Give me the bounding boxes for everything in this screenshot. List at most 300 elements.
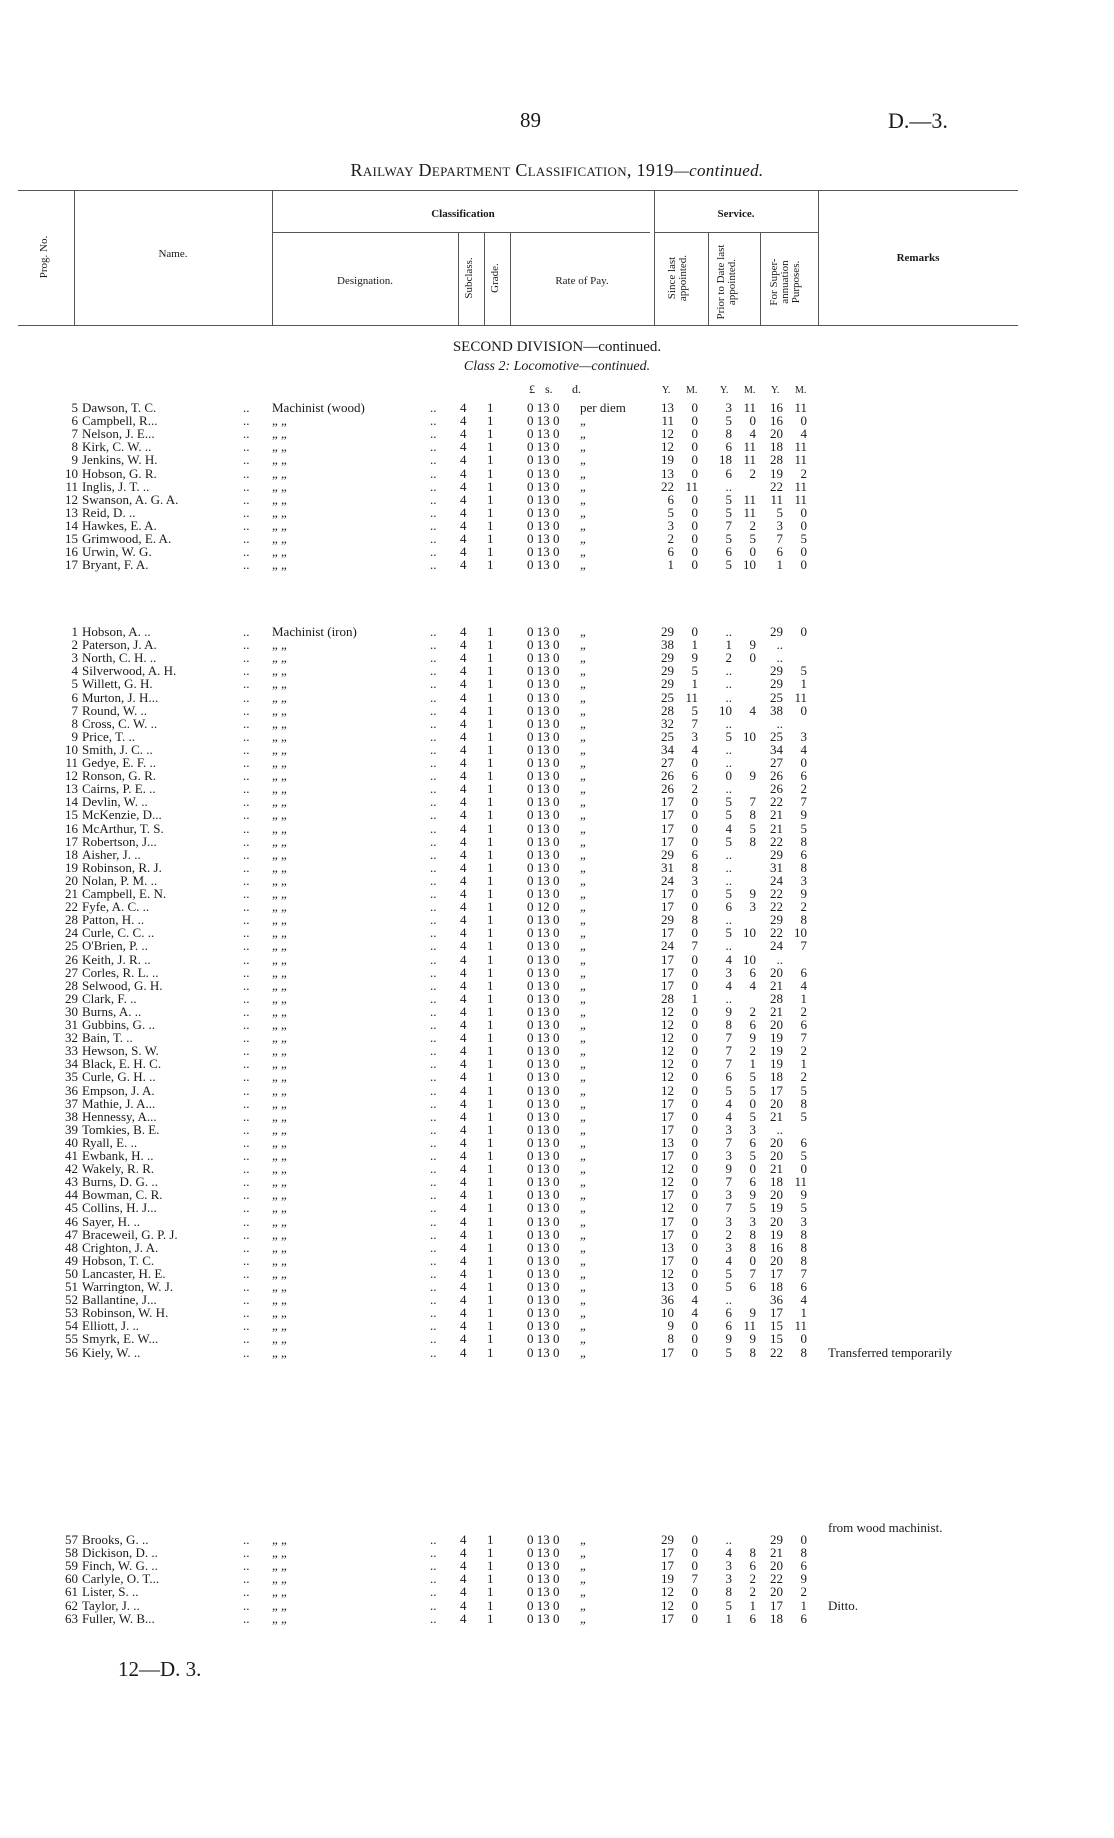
cell-slm: 11 xyxy=(685,478,698,494)
cell-sub: 4 xyxy=(460,676,467,692)
cell-ply: .. xyxy=(725,676,732,692)
leader-dots: .. xyxy=(243,741,250,757)
cell-grade: 1 xyxy=(487,1134,494,1150)
leader-dots: .. xyxy=(430,728,437,744)
cell-sum: 6 xyxy=(800,1017,807,1032)
cell-plm: 3 xyxy=(749,1213,756,1229)
cell-plm: 6 xyxy=(749,1610,756,1626)
cell-no: 26 xyxy=(65,951,78,967)
cell-sub: 4 xyxy=(460,1069,467,1085)
cell-rate: 0 13 0 xyxy=(527,741,560,757)
cell-rate: 0 13 0 xyxy=(527,676,560,692)
leader-dots: .. xyxy=(243,504,250,520)
cell-sub: 4 xyxy=(460,741,467,757)
leader-dots: .. xyxy=(243,1161,250,1177)
cell-suy: 5 xyxy=(776,504,783,520)
cell-sum: 6 xyxy=(800,1610,807,1626)
cell-name: Reid, D. .. xyxy=(82,504,136,520)
cell-sum: 9 xyxy=(800,1571,807,1587)
cell-ply: .. xyxy=(725,872,732,888)
cell-no: 19 xyxy=(65,859,78,875)
leader-dots: .. xyxy=(243,1305,250,1321)
cell-suy: 34 xyxy=(770,741,783,757)
cell-sum: 8 xyxy=(800,1344,807,1360)
cell-suy: 25 xyxy=(770,728,783,744)
cell-grade: 1 xyxy=(487,439,494,455)
cell-ply: 9 xyxy=(725,1161,732,1177)
cell-name: Murton, J. H... xyxy=(82,689,159,705)
cell-per: „ xyxy=(580,1174,586,1190)
cell-per: „ xyxy=(580,925,586,941)
cell-rate: 0 13 0 xyxy=(527,886,560,901)
cell-name: Warrington, W. J. xyxy=(82,1279,174,1294)
cell-ply: 4 xyxy=(725,977,732,993)
cell-name: North, C. H. .. xyxy=(82,650,157,666)
cell-suy: 18 xyxy=(770,1610,783,1626)
cell-per: „ xyxy=(580,1584,586,1600)
header-remarks: Remarks xyxy=(896,252,940,264)
unit-y2: Y. xyxy=(720,385,729,396)
cell-rate: 0 13 0 xyxy=(527,1226,560,1242)
cell-grade: 1 xyxy=(487,689,494,705)
cell-slm: 0 xyxy=(691,886,698,901)
header-bottom-rule xyxy=(18,325,1018,326)
cell-slm: 0 xyxy=(691,504,698,520)
cell-sly: 29 xyxy=(661,676,674,692)
cell-grade: 1 xyxy=(487,1318,494,1334)
cell-sly: 12 xyxy=(661,1069,674,1085)
cell-plm: 11 xyxy=(743,1318,756,1334)
cell-grade: 1 xyxy=(487,728,494,744)
cell-sly: 12 xyxy=(661,439,674,455)
cell-sum: 5 xyxy=(800,663,807,679)
cell-ply: 5 xyxy=(725,833,732,849)
cell-per: „ xyxy=(580,1545,586,1561)
cell-sum: 6 xyxy=(800,1558,807,1574)
cell-sum: 7 xyxy=(800,938,807,954)
cell-sub: 4 xyxy=(460,1252,467,1268)
cell-designation: „ „ xyxy=(272,1030,287,1046)
cell-per: „ xyxy=(580,1571,586,1587)
cell-slm: 0 xyxy=(691,1003,698,1019)
divider-subclass xyxy=(484,232,485,325)
cell-name: Bowman, C. R. xyxy=(82,1187,163,1203)
leader-dots: .. xyxy=(430,1239,437,1255)
cell-plm: 10 xyxy=(743,557,756,573)
cell-slm: 0 xyxy=(691,977,698,993)
cell-designation: „ „ xyxy=(272,1331,287,1347)
cell-sub: 4 xyxy=(460,1082,467,1098)
cell-grade: 1 xyxy=(487,1213,494,1229)
cell-plm: 6 xyxy=(749,964,756,980)
cell-sub: 4 xyxy=(460,912,467,928)
cell-plm: 2 xyxy=(749,1571,756,1587)
cell-no: 45 xyxy=(65,1200,78,1216)
cell-sly: 27 xyxy=(661,755,674,770)
cell-grade: 1 xyxy=(487,741,494,757)
cell-rate: 0 13 0 xyxy=(527,833,560,849)
divider-prior xyxy=(760,232,761,325)
cell-no: 43 xyxy=(65,1174,78,1190)
cell-no: 11 xyxy=(65,478,78,494)
cell-grade: 1 xyxy=(487,820,494,836)
cell-sly: 12 xyxy=(661,1174,674,1190)
leader-dots: .. xyxy=(430,1571,437,1587)
cell-suy: 18 xyxy=(770,1174,783,1190)
cell-sly: 24 xyxy=(661,872,674,888)
cell-sub: 4 xyxy=(460,702,467,718)
cell-sly: 24 xyxy=(661,938,674,954)
cell-rate: 0 13 0 xyxy=(527,1610,560,1626)
cell-grade: 1 xyxy=(487,1239,494,1255)
cell-plm: 0 xyxy=(749,650,756,666)
cell-sub: 4 xyxy=(460,557,467,573)
cell-ply: 9 xyxy=(725,1331,732,1347)
cell-suy: 20 xyxy=(770,1187,783,1203)
cell-sum: 3 xyxy=(800,1213,807,1229)
cell-name: Kiely, W. .. xyxy=(82,1344,141,1360)
cell-designation: „ „ xyxy=(272,1252,287,1268)
cell-no: 46 xyxy=(65,1213,78,1229)
cell-ply: 5 xyxy=(725,794,732,810)
cell-sly: 19 xyxy=(661,1571,674,1587)
leader-dots: .. xyxy=(430,624,437,639)
cell-designation: „ „ xyxy=(272,741,287,757)
cell-rate: 0 13 0 xyxy=(527,426,560,442)
classification-rule xyxy=(272,232,650,233)
cell-sly: 13 xyxy=(661,400,674,415)
cell-name: Urwin, W. G. xyxy=(82,544,152,560)
cell-per: „ xyxy=(580,781,586,797)
cell-designation: „ „ xyxy=(272,1056,287,1072)
cell-name: Inglis, J. T. .. xyxy=(82,478,150,494)
cell-sub: 4 xyxy=(460,768,467,784)
cell-grade: 1 xyxy=(487,833,494,849)
cell-plm: 9 xyxy=(749,1030,756,1046)
cell-sub: 4 xyxy=(460,833,467,849)
leader-dots: .. xyxy=(243,990,250,1006)
cell-plm: 8 xyxy=(749,1344,756,1360)
cell-sly: 17 xyxy=(661,1545,674,1561)
cell-no: 57 xyxy=(65,1532,78,1547)
cell-designation: „ „ xyxy=(272,557,287,573)
cell-sub: 4 xyxy=(460,637,467,653)
cell-sub: 4 xyxy=(460,1292,467,1308)
leader-dots: .. xyxy=(430,1584,437,1600)
cell-rate: 0 12 0 xyxy=(527,899,560,915)
cell-per: „ xyxy=(580,1003,586,1019)
cell-sum: 1 xyxy=(800,1305,807,1321)
cell-suy: 3 xyxy=(776,517,783,533)
leader-dots: .. xyxy=(430,872,437,888)
cell-name: Campbell, R... xyxy=(82,413,158,429)
leader-dots: .. xyxy=(243,1331,250,1347)
cell-rate: 0 13 0 xyxy=(527,452,560,468)
cell-slm: 1 xyxy=(691,676,698,692)
cell-slm: 8 xyxy=(691,912,698,928)
cell-designation: „ „ xyxy=(272,951,287,967)
cell-suy: 22 xyxy=(770,794,783,810)
cell-suy: 20 xyxy=(770,1584,783,1600)
cell-name: Grimwood, E. A. xyxy=(82,531,172,546)
cell-ply: 6 xyxy=(725,465,732,481)
cell-rate: 0 13 0 xyxy=(527,938,560,954)
cell-suy: 26 xyxy=(770,781,783,797)
cell-plm: 2 xyxy=(749,517,756,533)
cell-suy: 22 xyxy=(770,478,783,494)
leader-dots: .. xyxy=(430,478,437,494)
leader-dots: .. xyxy=(430,912,437,928)
cell-name: Lancaster, H. E. xyxy=(82,1265,166,1281)
title-suffix: —continued. xyxy=(673,161,764,180)
cell-designation: „ „ xyxy=(272,702,287,718)
cell-name: Black, E. H. C. xyxy=(82,1056,162,1072)
cell-per: „ xyxy=(580,938,586,954)
cell-grade: 1 xyxy=(487,1305,494,1321)
leader-dots: .. xyxy=(430,465,437,481)
cell-sly: 29 xyxy=(661,650,674,666)
footer-reference: 12—D. 3. xyxy=(118,1657,202,1681)
cell-rate: 0 13 0 xyxy=(527,531,560,546)
cell-per: „ xyxy=(580,465,586,481)
cell-designation: „ „ xyxy=(272,899,287,915)
leader-dots: .. xyxy=(430,977,437,993)
cell-rate: 0 13 0 xyxy=(527,504,560,520)
cell-plm: 0 xyxy=(749,1095,756,1111)
cell-no: 10 xyxy=(65,465,78,481)
cell-ply: 5 xyxy=(725,886,732,901)
cell-plm: 2 xyxy=(749,1003,756,1019)
cell-slm: 0 xyxy=(691,1108,698,1124)
cell-slm: 0 xyxy=(691,1030,698,1046)
cell-slm: 0 xyxy=(691,1279,698,1294)
cell-name: Gedye, E. F. .. xyxy=(82,755,157,770)
cell-slm: 0 xyxy=(691,1017,698,1032)
cell-sum: 9 xyxy=(800,807,807,823)
cell-name: Hawkes, E. A. xyxy=(82,517,157,533)
cell-ply: 5 xyxy=(725,807,732,823)
cell-plm: 5 xyxy=(749,1200,756,1216)
cell-suy: 28 xyxy=(770,452,783,468)
cell-suy: 17 xyxy=(770,1597,783,1613)
cell-plm: 5 xyxy=(749,820,756,836)
cell-name: Clark, F. .. xyxy=(82,990,137,1006)
class-heading: Class 2: Locomotive—continued. xyxy=(463,359,651,374)
cell-per: „ xyxy=(580,833,586,849)
cell-plm: 8 xyxy=(749,833,756,849)
cell-suy: 22 xyxy=(770,899,783,915)
unit-m3: M. xyxy=(795,385,807,396)
leader-dots: .. xyxy=(430,1030,437,1046)
cell-designation: „ „ xyxy=(272,439,287,455)
cell-no: 30 xyxy=(65,1003,78,1019)
leader-dots: .. xyxy=(430,452,437,468)
cell-sly: 8 xyxy=(667,1331,674,1347)
leader-dots: .. xyxy=(243,1056,250,1072)
cell-sub: 4 xyxy=(460,990,467,1006)
cell-sub: 4 xyxy=(460,1174,467,1190)
cell-sly: 17 xyxy=(661,833,674,849)
cell-slm: 0 xyxy=(691,1532,698,1547)
cell-sub: 4 xyxy=(460,504,467,520)
cell-per: „ xyxy=(580,517,586,533)
cell-sly: 12 xyxy=(661,1200,674,1216)
cell-suy: 29 xyxy=(770,663,783,679)
cell-ply: 1 xyxy=(725,1610,732,1626)
cell-no: 48 xyxy=(65,1239,78,1255)
leader-dots: .. xyxy=(430,1069,437,1085)
cell-remarks: Ditto. xyxy=(828,1597,858,1613)
leader-dots: .. xyxy=(243,624,250,639)
leader-dots: .. xyxy=(430,1043,437,1059)
cell-suy: 29 xyxy=(770,1532,783,1547)
cell-name: Hewson, S. W. xyxy=(82,1043,159,1059)
cell-rate: 0 13 0 xyxy=(527,1545,560,1561)
cell-plm: 7 xyxy=(749,1265,756,1281)
leader-dots: .. xyxy=(243,689,250,705)
cell-sub: 4 xyxy=(460,964,467,980)
leader-dots: .. xyxy=(243,1213,250,1229)
cell-per: „ xyxy=(580,439,586,455)
cell-rate: 0 13 0 xyxy=(527,807,560,823)
cell-no: 39 xyxy=(65,1121,78,1137)
cell-suy: 20 xyxy=(770,1213,783,1229)
cell-name: Tomkies, B. E. xyxy=(82,1121,160,1137)
cell-plm: 11 xyxy=(743,504,756,520)
cell-ply: 4 xyxy=(725,1545,732,1561)
cell-slm: 0 xyxy=(691,1318,698,1334)
unit-pounds: £ xyxy=(529,382,535,396)
cell-no: 6 xyxy=(71,689,78,705)
leader-dots: .. xyxy=(243,1043,250,1059)
divider-since xyxy=(708,232,709,325)
cell-ply: 3 xyxy=(725,1213,732,1229)
header-prior-to: Prior to Date last appointed. xyxy=(715,244,738,320)
cell-per: „ xyxy=(580,1108,586,1124)
cell-per: „ xyxy=(580,794,586,810)
cell-no: 53 xyxy=(65,1305,78,1321)
cell-sum: 7 xyxy=(800,1030,807,1046)
cell-no: 11 xyxy=(65,755,78,770)
cell-sub: 4 xyxy=(460,400,467,415)
cell-name: Dawson, T. C. xyxy=(82,400,157,415)
cell-sum: 6 xyxy=(800,1134,807,1150)
cell-per: „ xyxy=(580,1292,586,1308)
cell-sub: 4 xyxy=(460,1331,467,1347)
cell-rate: 0 13 0 xyxy=(527,1292,560,1308)
cell-ply: .. xyxy=(725,938,732,954)
cell-slm: 0 xyxy=(691,807,698,823)
leader-dots: .. xyxy=(430,650,437,666)
cell-sly: 12 xyxy=(661,1030,674,1046)
cell-sub: 4 xyxy=(460,1134,467,1150)
cell-sub: 4 xyxy=(460,1108,467,1124)
cell-sub: 4 xyxy=(460,1265,467,1281)
cell-sly: 22 xyxy=(661,478,674,494)
cell-rate: 0 13 0 xyxy=(527,846,560,862)
cell-slm: 0 xyxy=(691,1056,698,1072)
leader-dots: .. xyxy=(243,1532,250,1547)
cell-sub: 4 xyxy=(460,1226,467,1242)
cell-ply: .. xyxy=(725,715,732,731)
cell-sly: 29 xyxy=(661,1532,674,1547)
cell-no: 28 xyxy=(65,912,78,928)
cell-suy: 20 xyxy=(770,1148,783,1163)
cell-designation: „ „ xyxy=(272,964,287,980)
cell-suy: 21 xyxy=(770,1161,783,1177)
leader-dots: .. xyxy=(243,702,250,718)
cell-name: Aisher, J. .. xyxy=(82,846,141,862)
cell-per: „ xyxy=(580,1030,586,1046)
cell-ply: 3 xyxy=(725,964,732,980)
cell-ply: .. xyxy=(725,912,732,928)
leader-dots: .. xyxy=(430,781,437,797)
cell-per: „ xyxy=(580,557,586,573)
cell-designation: Machinist (wood) xyxy=(272,400,365,415)
cell-sum: 5 xyxy=(800,820,807,836)
cell-name: Bain, T. .. xyxy=(82,1030,133,1046)
cell-sub: 4 xyxy=(460,531,467,546)
cell-designation: „ „ xyxy=(272,1318,287,1334)
cell-grade: 1 xyxy=(487,413,494,429)
cell-per: „ xyxy=(580,1610,586,1626)
leader-dots: .. xyxy=(243,676,250,692)
leader-dots: .. xyxy=(430,1610,437,1626)
cell-per: „ xyxy=(580,1558,586,1574)
cell-sum: 4 xyxy=(800,741,807,757)
cell-rate: 0 13 0 xyxy=(527,1174,560,1190)
cell-sub: 4 xyxy=(460,624,467,639)
cell-suy: .. xyxy=(776,1121,783,1137)
cell-rate: 0 13 0 xyxy=(527,1571,560,1587)
cell-suy: 18 xyxy=(770,1279,783,1294)
header-prog-no: Prog. No. xyxy=(38,235,50,279)
divider-designation xyxy=(458,232,459,325)
cell-designation: „ „ xyxy=(272,1108,287,1124)
cell-plm: 3 xyxy=(749,899,756,915)
leader-dots: .. xyxy=(430,1056,437,1072)
cell-grade: 1 xyxy=(487,1532,494,1547)
cell-suy: 20 xyxy=(770,964,783,980)
cell-no: 63 xyxy=(65,1610,78,1626)
cell-per: „ xyxy=(580,1239,586,1255)
cell-name: Price, T. .. xyxy=(82,728,135,744)
cell-ply: .. xyxy=(725,663,732,679)
cell-sly: 17 xyxy=(661,899,674,915)
cell-sum: 1 xyxy=(800,990,807,1006)
leader-dots: .. xyxy=(430,1082,437,1098)
cell-no: 41 xyxy=(65,1148,78,1163)
cell-grade: 1 xyxy=(487,1187,494,1203)
cell-ply: 10 xyxy=(719,702,732,718)
cell-plm: 5 xyxy=(749,1082,756,1098)
leader-dots: .. xyxy=(243,1030,250,1046)
cell-rate: 0 13 0 xyxy=(527,1148,560,1163)
cell-sum: 4 xyxy=(800,977,807,993)
cell-no: 14 xyxy=(65,794,78,810)
cell-rate: 0 13 0 xyxy=(527,400,560,415)
cell-designation: „ „ xyxy=(272,1292,287,1308)
cell-suy: 18 xyxy=(770,439,783,455)
leader-dots: .. xyxy=(243,531,250,546)
cell-name: Cairns, P. E. .. xyxy=(82,781,156,797)
cell-per: „ xyxy=(580,413,586,429)
leader-dots: .. xyxy=(243,413,250,429)
cell-name: Kirk, C. W. .. xyxy=(82,439,152,455)
leader-dots: .. xyxy=(243,1318,250,1334)
cell-designation: „ „ xyxy=(272,1584,287,1600)
cell-no: 40 xyxy=(65,1134,78,1150)
